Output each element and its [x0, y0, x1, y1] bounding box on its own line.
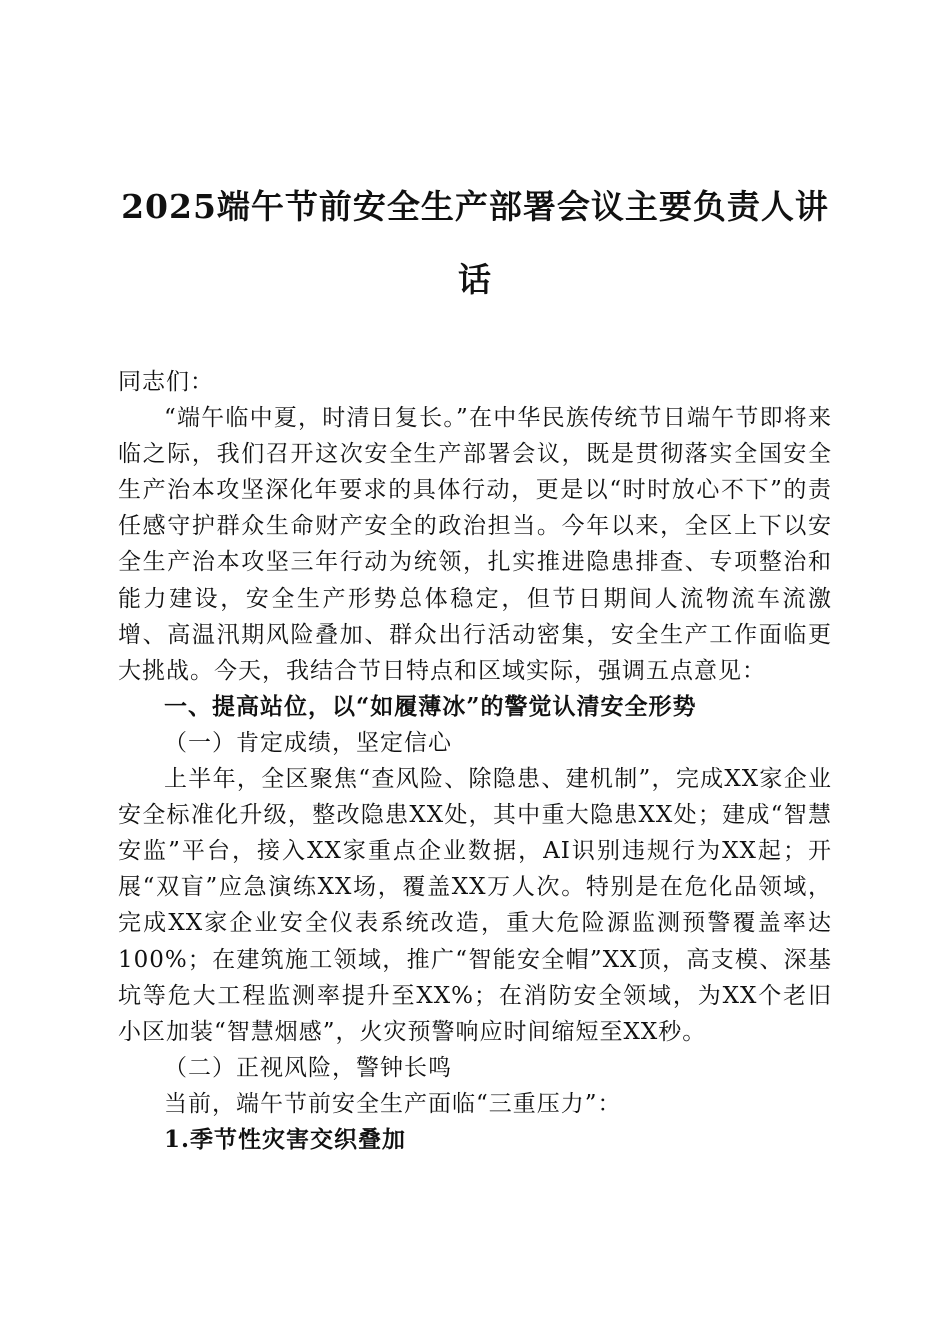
document-title: 2025端午节前安全生产部署会议主要负责人讲话	[121, 187, 829, 299]
document-body	[118, 364, 832, 1158]
subsection-heading-1: （一）肯定成绩，坚定信心	[164, 729, 452, 756]
section-heading-1: 一、提高站位，以“如履薄冰”的警觉认清安全形势	[164, 692, 697, 720]
opening-paragraph: “端午临中夏，时清日复长。”在中华民族传统节日端午节即将来临之际，我们召开这次安全生产部署会议，既是贯彻落实全国安全生产治本攻坚深化年要求的具体行动，更是以“时时放心不下”的责任感守护群众生命财产安全的政治担当。今年以来，全区上下以安全生产治本攻坚三年行动为统领，扎实推进隐患排查、专项整治和能力建设，安全生产形势总体稳定，但节日期间人流物流车流激增、高温汛期风险叠加、群众出行活动密集，安全生产工作面临更大挑战。今天，我结合节日特点和区域实际，强调五点意见：	[118, 405, 832, 684]
salutation: 同志们：	[118, 369, 214, 395]
pressure-intro-paragraph: 当前，端午节前安全生产面临“三重压力”：	[164, 1090, 622, 1117]
achievements-paragraph: 上半年，全区聚焦“查风险、除隐患、建机制”，完成XX家企业安全标准化升级，整改隐患XX处，其中重大隐患XX处；建成“智慧安监”平台，接入XX家重点企业数据，AI识别违规行为XX起；开展“双盲”应急演练XX场，覆盖XX万人次。特别是在危化品领域，完成XX家企业安全仪表系统改造，重大危险源监测预警覆盖率达100%；在建筑施工领域，推广“智能安全帽”XX顶，高支模、深基坑等危大工程监测率提升至XX%；在消防安全领域，为XX个老旧小区加装“智慧烟感”，火灾预警响应时间缩短至XX秒。	[118, 766, 832, 1045]
subsection-heading-2: （二）正视风险，警钟长鸣	[164, 1054, 452, 1081]
item-heading-1: 1.季节性灾害交织叠加	[164, 1125, 407, 1153]
